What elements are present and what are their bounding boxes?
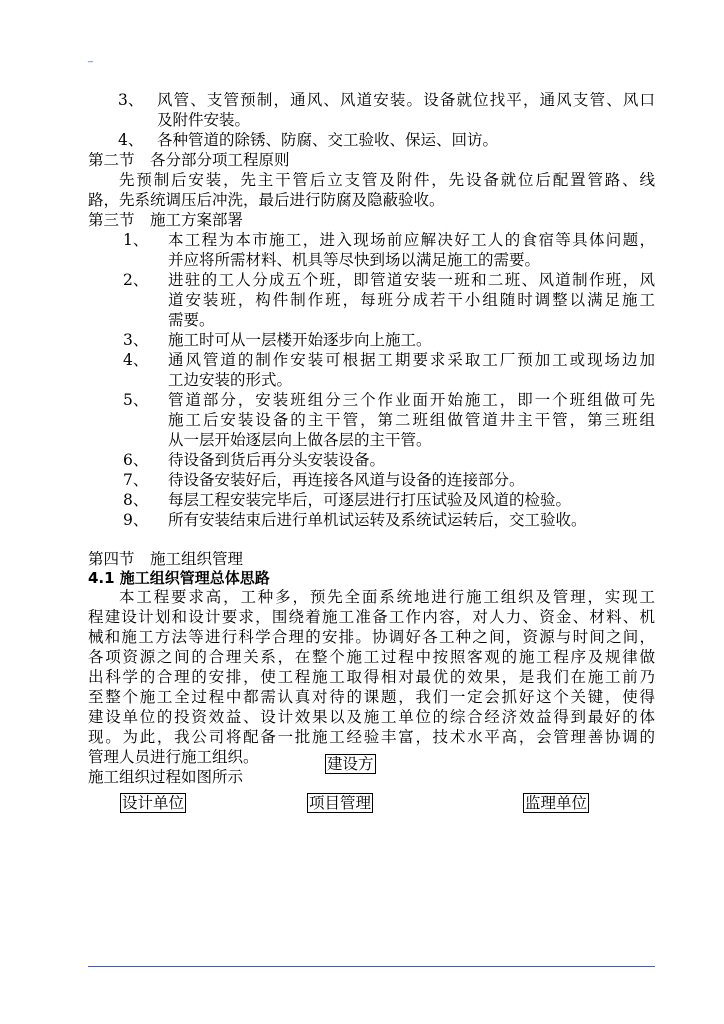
section-heading: 第二节 各分部分项工程原则 <box>88 151 290 169</box>
list-number: 3、 <box>118 91 144 109</box>
list-item-text: 从一层开始逐层向上做各层的主干管。 <box>168 431 432 449</box>
header-mark: _ <box>88 52 93 63</box>
list-number: 4、 <box>118 131 144 149</box>
paragraph-line: 出科学的合理的安排，使工程施工取得相对最优的效果，是我们在施工前乃 <box>88 668 655 686</box>
org-node-supervision-unit: 监理单位 <box>525 794 588 812</box>
list-item-text: 待设备安装好后，再连接各风道与设备的连接部分。 <box>168 471 525 489</box>
diagram-intro: 施工组织过程如图所示 <box>88 768 244 786</box>
section-heading: 第四节 施工组织管理 <box>88 550 244 568</box>
paragraph-line: 本工程要求高，工种多，预先全面系统地进行施工组织及管理，实现工 <box>119 588 655 606</box>
list-item-text: 进驻的工人分成五个班，即管道安装一班和二班、风道制作班，风 <box>168 271 655 289</box>
subsection-heading: 4.1 施工组织管理总体思路 <box>88 569 270 587</box>
list-item-text: 本工程为本市施工，进入现场前应解决好工人的食宿等具体问题， <box>168 231 655 249</box>
list-item-text: 所有安装结束后进行单机试运转及系统试运转后，交工验收。 <box>168 511 587 529</box>
list-number: 2、 <box>123 271 149 289</box>
list-item-text: 风管、支管预制，通风、风道安装。设备就位找平，通风支管、风口 <box>157 91 655 109</box>
list-number: 4、 <box>123 351 149 369</box>
list-item-text: 施工时可从一层楼开始逐步向上施工。 <box>168 331 432 349</box>
paragraph-line: 建设单位的投资效益、设计效果以及施工单位的综合经济效益得到最好的体 <box>88 708 655 726</box>
list-item-text: 每层工程安装完毕后，可逐层进行打压试验及风道的检验。 <box>168 491 572 509</box>
list-number: 5、 <box>123 391 149 409</box>
list-number: 1、 <box>123 231 149 249</box>
paragraph-line: 程建设计划和设计要求，围绕着施工准备工作内容，对人力、资金、材料、机 <box>88 608 655 626</box>
paragraph-line: 各项资源之间的合理关系，在整个施工过程中按照客观的施工程序及规律做 <box>88 648 655 666</box>
paragraph-line: 路，先系统调压后冲洗，最后进行防腐及隐蔽验收。 <box>88 191 445 209</box>
list-number: 9、 <box>123 511 149 529</box>
list-item-text: 各种管道的除锈、防腐、交工验收、保运、回访。 <box>157 131 499 149</box>
org-node-project-management: 项目管理 <box>309 794 372 812</box>
list-number: 7、 <box>123 471 149 489</box>
footer-rule <box>88 966 655 967</box>
org-node-design-unit: 设计单位 <box>122 794 185 812</box>
list-item-text: 并应将所需材料、机具等尽快到场以满足施工的需要。 <box>168 251 541 269</box>
list-item-text: 需要。 <box>168 311 215 329</box>
list-item-text: 及附件安装。 <box>157 111 251 129</box>
list-item-text: 待设备到货后再分头安装设备。 <box>168 451 386 469</box>
paragraph-line: 现。为此，我公司将配备一批施工经验丰富，技术水平高，会管理善协调的 <box>88 728 655 746</box>
list-item-text: 工边安装的形式。 <box>168 371 293 389</box>
list-item-text: 管道部分，安装班组分三个作业面开始施工，即一个班组做可先 <box>168 391 655 409</box>
list-item-text: 道安装班，构件制作班，每班分成若干小组随时调整以满足施工 <box>168 291 655 309</box>
paragraph-line: 先预制后安装，先主干管后立支管及附件，先设备就位后配置管路、线 <box>119 171 655 189</box>
paragraph-line: 管理人员进行施工组织。 <box>88 748 259 766</box>
list-number: 3、 <box>123 331 149 349</box>
section-heading: 第三节 施工方案部署 <box>88 211 244 229</box>
list-item-text: 施工后安装设备的主干管，第二班组做管道井主干管，第三班组 <box>168 411 655 429</box>
list-item-text: 通风管道的制作安装可根据工期要求采取工厂预加工或现场边加 <box>168 351 655 369</box>
org-node-owner: 建设方 <box>327 755 374 773</box>
list-number: 6、 <box>123 451 149 469</box>
paragraph-line: 至整个施工全过程中都需认真对待的课题，我们一定会抓好这个关键，使得 <box>88 688 655 706</box>
list-number: 8、 <box>123 491 149 509</box>
paragraph-line: 械和施工方法等进行科学合理的安排。协调好各工种之间，资源与时间之间， <box>88 628 655 646</box>
